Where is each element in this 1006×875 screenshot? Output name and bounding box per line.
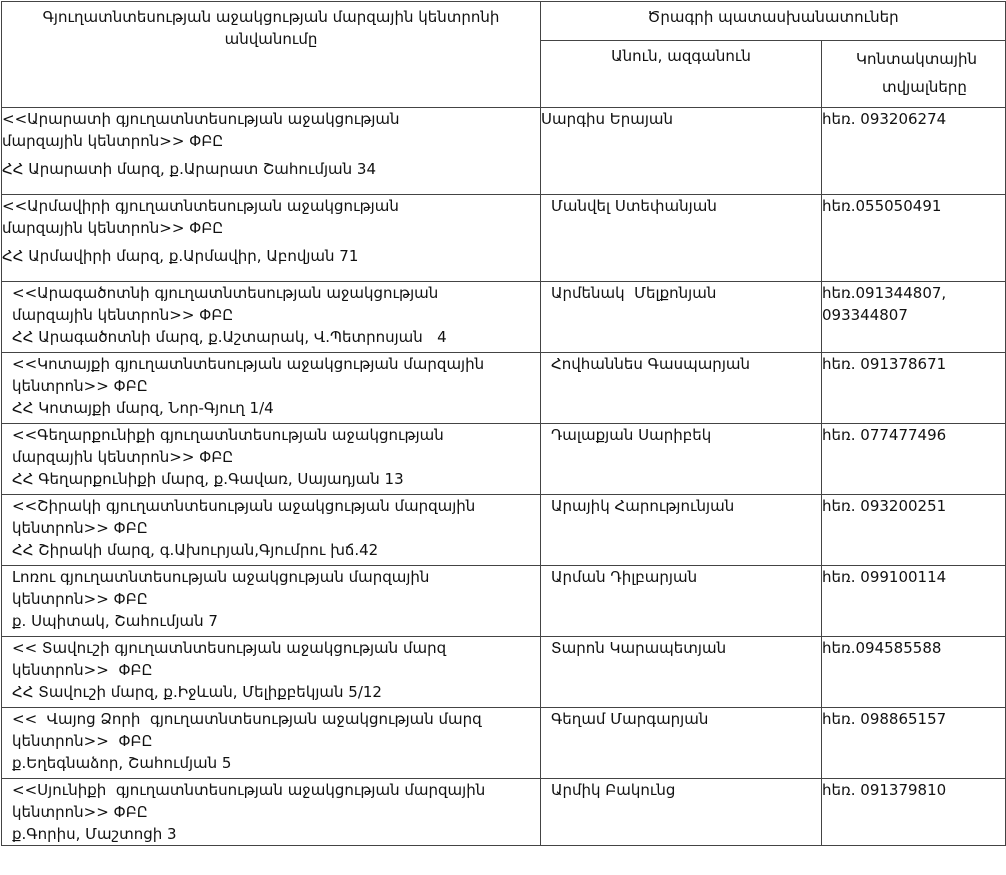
phone-cell: հեռ. 093206274 [822,108,1006,195]
phone-cell: հեռ.094585588 [822,637,1006,708]
center-address: ք.Գորիս, Մաշտոցի 3 [12,825,177,843]
center-address: ՀՀ Շիրակի մարզ, գ.Ախուրյան,Գյումրու խճ.42 [12,541,379,559]
center-name-cell [2,495,541,566]
phone-secondary: 093344807 [822,306,908,324]
center-address: ՀՀ Արմավիրի մարզ, ք.Արմավիր, Աբովյան 71 [2,247,359,265]
center-name-line1: <<Արագածոտնի գյուղատնտեսության աջակցության [12,284,439,302]
center-name-line2: կենտրոն>> ՓԲԸ [12,732,153,750]
phone-cell [822,282,1006,353]
person-cell: Արմենակ Մելքոնյան [541,282,822,353]
table-row [2,353,1006,424]
person-cell: Հովհաննես Գասպարյան [541,353,822,424]
center-name-cell [2,195,541,282]
center-name-line2: կենտրոն>> ՓԲԸ [12,661,153,679]
center-name-cell [2,353,541,424]
center-name-line1: <<Սյունիքի գյուղատնտեսության աջակցության մարզային [12,781,486,799]
center-address: ք. Սպիտակ, Շահումյան 7 [12,612,218,630]
center-name-line2: կենտրոն>> ՓԲԸ [12,803,148,821]
center-name-line2: մարզային կենտրոն>> ՓԲԸ [12,448,234,466]
table-row [2,495,1006,566]
center-address: ք.Եղեգնաձոր, Շահումյան 5 [12,754,232,772]
person-cell: Տարոն Կարապետյան [541,637,822,708]
person-cell: Սարգիս Երայան [541,108,822,195]
table-row [2,779,1006,846]
center-address: ՀՀ Արարատի մարզ, ք.Արարատ Շահումյան 34 [2,160,377,178]
header-center-name: Գյուղատնտեսության աջակցության մարզային կենտրոնի անվանումը [2,2,541,108]
phone-cell: հեռ. 093200251 [822,495,1006,566]
header-contact-line2: տվյալները [882,78,967,96]
center-name-line2: մարզային կենտրոն>> ՓԲԸ [2,219,224,237]
center-name-line1: <<Գեղարքունիքի գյուղատնտեսության աջակցության [12,426,444,444]
center-name-cell [2,282,541,353]
center-address: ՀՀ Արագածոտնի մարզ, ք.Աշտարակ, Վ.Պետրոսյան 4 [12,328,447,346]
person-cell: Արման Դիլբարյան [541,566,822,637]
center-name-line1: Լոռու գյուղատնտեսության աջակցության մարզային [12,568,430,586]
phone-cell: հեռ.055050491 [822,195,1006,282]
table-row [2,708,1006,779]
center-name-line2: մարզային կենտրոն>> ՓԲԸ [2,132,224,150]
center-name-line2: կենտրոն>> ՓԲԸ [12,377,148,395]
table-row [2,566,1006,637]
phone-cell: հեռ. 091378671 [822,353,1006,424]
center-name-cell [2,566,541,637]
table-row [2,282,1006,353]
center-name-line1: <<Արարատի գյուղատնտեսության աջակցության [2,110,400,128]
header-row [2,2,1006,41]
table-row [2,637,1006,708]
phone-primary: հեռ.091344807, [822,284,947,302]
person-cell: Դալաքյան Սարիբեկ [541,424,822,495]
phone-cell: հեռ. 099100114 [822,566,1006,637]
center-name-line2: կենտրոն>> ՓԲԸ [12,519,148,537]
regional-centers-table [1,1,1006,846]
center-name-cell [2,637,541,708]
center-name-line1: <<Շիրակի գյուղատնտեսության աջակցության մարզային [12,497,476,515]
center-address: ՀՀ Տավուշի մարզ, ք.Իջևան, Մելիքբեկյան 5/12 [12,683,382,701]
center-name-cell [2,779,541,846]
center-name-cell [2,108,541,195]
person-cell: Մանվել Ստեփանյան [541,195,822,282]
person-cell: Գեղամ Մարգարյան [541,708,822,779]
table-row [2,424,1006,495]
center-address: ՀՀ Կոտայքի մարզ, Նոր-Գյուղ 1/4 [12,399,274,417]
center-name-line1: <<Արմավիրի գյուղատնտեսության աջակցության [2,197,399,215]
center-name-line1: <<Կոտայքի գյուղատնտեսության աջակցության մարզային [12,355,485,373]
center-name-cell [2,424,541,495]
header-name-surname: Անուն, ազգանուն [541,41,822,108]
header-responsible: Ծրագրի պատասխանատուներ [541,2,1006,41]
phone-cell: հեռ. 091379810 [822,779,1006,846]
center-name-cell [2,708,541,779]
center-name-line1: << Վայոց Ձորի գյուղատնտեսության աջակցության մարզ [12,710,482,728]
phone-cell: հեռ. 098865157 [822,708,1006,779]
center-name-line2: կենտրոն>> ՓԲԸ [12,590,148,608]
center-address: ՀՀ Գեղարքունիքի մարզ, ք.Գավառ, Սայադյան 13 [12,470,404,488]
phone-cell: հեռ. 077477496 [822,424,1006,495]
center-name-line2: մարզային կենտրոն>> ՓԲԸ [12,306,234,324]
person-cell: Արմիկ Բակունց [541,779,822,846]
header-contact-line1: Կոնտակտային [855,50,978,68]
header-contact-data [822,41,1006,108]
center-name-line1: << Տավուշի գյուղատնտեսության աջակցության մարզ [12,639,447,657]
table-row [2,195,1006,282]
person-cell: Արայիկ Հարությունյան [541,495,822,566]
table-row [2,108,1006,195]
